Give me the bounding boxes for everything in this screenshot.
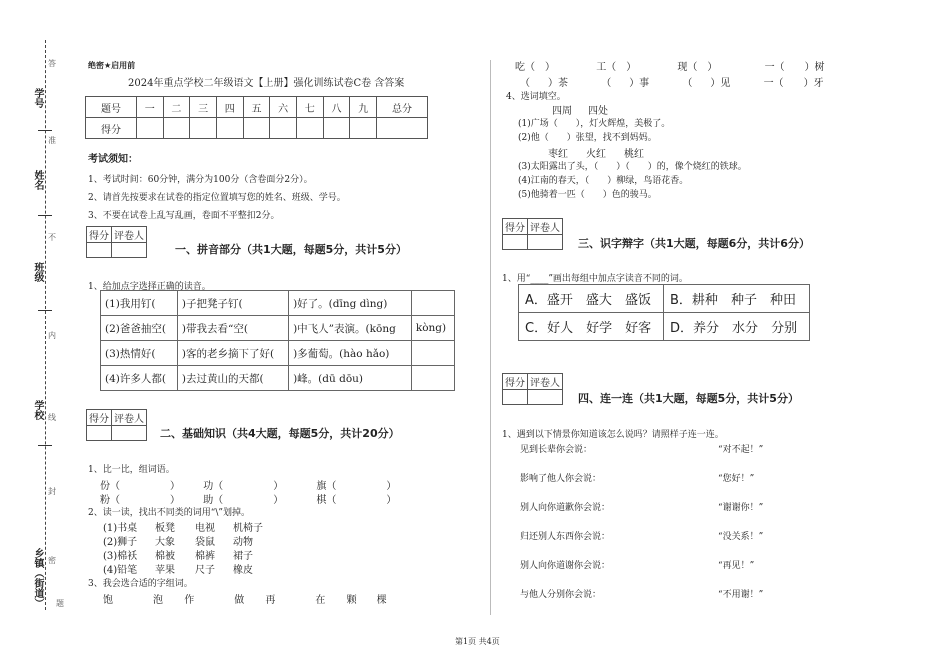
fill-item: 吃（ [515, 62, 535, 73]
option-word[interactable]: B．耕种 [670, 293, 718, 308]
fill-item: 一（ [764, 62, 785, 73]
fill-blank[interactable]: ） [707, 62, 718, 73]
compare-row [100, 477, 406, 492]
compare-blank[interactable]: ） [386, 481, 397, 492]
margin-fill-line [38, 130, 52, 131]
pinyin-row [101, 316, 455, 341]
question-text: 1、用“____”画出每组中加点字读音不同的词。 [502, 274, 688, 284]
options-row [519, 313, 810, 341]
compare-char: 功（ [203, 481, 224, 492]
fill-row [520, 74, 824, 89]
question-text: 4、选词填空。 [506, 92, 566, 102]
scorer-label: 得分 [503, 374, 528, 390]
option-word[interactable]: C．好人 [525, 321, 574, 336]
page-number: 第1页 共4页 [455, 637, 500, 646]
match-right-item[interactable]: “谢谢你！” [718, 503, 764, 513]
match-right-item[interactable]: “您好！” [718, 474, 755, 484]
binding-line [45, 40, 46, 610]
fill-blank[interactable]: ）茶 [548, 78, 568, 89]
match-left-item[interactable]: 别人向你道歉你会说： [520, 503, 611, 513]
fill-item: （ [601, 78, 612, 89]
compare-char: 棋（ [316, 495, 337, 506]
option-word[interactable]: A．盛开 [525, 293, 573, 308]
pinyin-cell: (1)我用钉( [101, 291, 178, 316]
scorer-input[interactable] [112, 243, 147, 258]
pinyin-cell: )去过黄山的天都( [177, 366, 288, 391]
pinyin-cell: kòng) [411, 316, 454, 341]
score-input-cell[interactable] [350, 118, 377, 139]
compare-blank[interactable]: ） [386, 495, 397, 506]
score-cell: 得分 [86, 118, 137, 139]
compare-char: 份（ [100, 481, 120, 492]
word-item[interactable]: 机椅子 [233, 523, 263, 534]
scorer-label: 得分 [87, 227, 112, 243]
scorer-box [86, 226, 147, 258]
pinyin-table [100, 290, 455, 391]
fill-blank[interactable]: ）树 [804, 62, 825, 73]
word-choice: 棵 [376, 595, 387, 606]
score-input-cell[interactable] [190, 118, 217, 139]
options-row [519, 285, 810, 313]
word-choice: 作 [184, 595, 195, 606]
margin-label-name: 姓名 [32, 170, 43, 190]
compare-blank[interactable]: ） [273, 495, 284, 506]
score-cell: 三 [190, 97, 217, 118]
word-item[interactable]: 尺子 [195, 565, 215, 576]
pinyin-cell: )好了。(dīng dìng) [289, 291, 412, 316]
word-choice: 在 [315, 595, 326, 606]
word-item[interactable]: 袋鼠 [195, 537, 215, 548]
word-choice: 桃红 [624, 149, 644, 160]
score-input-cell[interactable] [243, 118, 270, 139]
scorer-label: 评卷人 [528, 219, 563, 235]
fill-sentence[interactable]: (1)广场（ ），灯火辉煌，美极了。 [518, 119, 671, 129]
word-choice: 饱 [103, 595, 113, 606]
cut-mark: 线 [48, 413, 56, 422]
fill-item: 现（ [677, 62, 698, 73]
scorer-box [502, 373, 563, 405]
page-title: 2024年重点学校二年级语文【上册】强化训练试卷C卷 含答案 [128, 78, 405, 89]
score-table [85, 96, 428, 139]
score-cell: 八 [323, 97, 350, 118]
score-cell: 题号 [86, 97, 137, 118]
word-choice: 四处 [588, 106, 608, 117]
word-choice: 颗 [346, 595, 357, 606]
cut-mark: 内 [48, 331, 56, 340]
section-title: 四、连一连（共1大题，每题5分，共计5分） [578, 392, 799, 405]
score-cell: 九 [350, 97, 377, 118]
score-cell: 二 [163, 97, 190, 118]
scorer-label: 评卷人 [112, 227, 147, 243]
score-cell: 四 [216, 97, 243, 118]
word-item[interactable]: 棉被 [155, 551, 175, 562]
notice-item: 2、请首先按要求在试卷的指定位置填写您的姓名、班级、学号。 [88, 193, 346, 203]
score-table-header-row [86, 97, 428, 118]
word-item[interactable]: 苹果 [155, 565, 175, 576]
word-choice-row [103, 591, 387, 606]
score-cell: 一 [136, 97, 163, 118]
word-item[interactable]: (4)铅笔 [103, 565, 138, 576]
column-divider [490, 60, 491, 615]
option-cell[interactable] [664, 285, 810, 313]
fill-blank[interactable]: ）见 [710, 78, 731, 89]
section-title: 一、拼音部分（共1大题，每题5分，共计5分） [175, 243, 407, 256]
choice-row [552, 102, 608, 117]
fill-item: 工（ [596, 62, 617, 73]
word-item[interactable]: 裙子 [233, 551, 253, 562]
match-right-item[interactable]: “再见！” [718, 561, 755, 571]
word-choice: 四周 [552, 106, 572, 117]
word-item[interactable]: 电视 [195, 523, 215, 534]
fill-sentence[interactable]: (3)太阳露出了头，（ ）（ ）的，像个烧红的铁球。 [518, 162, 747, 172]
match-right-item[interactable]: “没关系！” [718, 532, 764, 542]
scorer-input[interactable] [503, 390, 528, 405]
word-group-row [103, 533, 253, 548]
compare-blank[interactable]: ） [170, 481, 180, 492]
pinyin-cell: (2)爸爸抽空( [101, 316, 178, 341]
fill-item: （ [520, 78, 530, 89]
word-choice: 再 [265, 595, 276, 606]
scorer-input[interactable] [112, 426, 147, 441]
fill-sentence[interactable]: (2)他（ ）张望，找不到妈妈。 [518, 133, 657, 143]
score-cell: 总分 [376, 97, 427, 118]
score-cell: 五 [243, 97, 270, 118]
option-word[interactable]: 分别 [771, 321, 798, 336]
notice-item: 1、考试时间：60分钟，满分为100分（含卷面分2分）。 [88, 175, 313, 185]
compare-blank[interactable]: ） [170, 495, 180, 506]
question-text: 1、给加点字选择正确的读音。 [88, 282, 211, 292]
compare-char: 粉（ [100, 495, 120, 506]
score-table-score-row [86, 118, 428, 139]
fill-sentence[interactable]: (4)江南的春天，（ ）柳绿，鸟语花香。 [518, 176, 689, 186]
margin-label-school: 学校 [32, 400, 43, 420]
word-item[interactable]: (1)书桌 [103, 523, 138, 534]
score-input-cell[interactable] [136, 118, 163, 139]
score-input-cell[interactable] [216, 118, 243, 139]
match-left-item[interactable]: 归还别人东西你会说： [520, 532, 611, 542]
margin-fill-line [38, 310, 52, 311]
question-text: 1、遇到以下情景你知道该怎么说吗？请照样子连一连。 [502, 430, 724, 440]
option-word[interactable]: 种子 [730, 293, 757, 308]
scorer-label: 评卷人 [112, 410, 147, 426]
score-input-cell[interactable] [323, 118, 350, 139]
match-right-item[interactable]: “不用谢！” [718, 590, 764, 600]
scorer-input[interactable] [528, 390, 563, 405]
word-item[interactable]: 橡皮 [233, 565, 253, 576]
margin-fill-line [38, 445, 52, 446]
cut-mark: 题 [56, 599, 64, 608]
word-item[interactable]: 板凳 [155, 523, 175, 534]
cut-mark: 密 [48, 556, 56, 565]
match-left-item[interactable]: 见到长辈你会说： [520, 445, 593, 455]
cut-mark: 准 [48, 136, 56, 145]
option-word[interactable]: 好客 [625, 321, 652, 336]
section-title: 二、基础知识（共4大题，每题5分，共计20分） [160, 427, 400, 440]
cut-mark: 封 [48, 487, 56, 496]
cut-mark: 不 [48, 233, 56, 242]
question-text: 3、我会选合适的字组词。 [88, 579, 193, 589]
pinyin-cell: )多葡萄。(hào hǎo) [289, 341, 412, 366]
margin-label-town: 乡镇（街道） [32, 548, 43, 608]
pinyin-cell: )峰。(dū dōu) [289, 366, 412, 391]
pinyin-cell: (4)许多人都( [101, 366, 178, 391]
scorer-input[interactable] [503, 235, 528, 250]
notice-title: 考试须知： [88, 154, 138, 165]
word-choice: 火红 [586, 149, 606, 160]
pinyin-cell [411, 366, 454, 391]
fill-blank[interactable]: ）牙 [803, 78, 824, 89]
option-cell[interactable] [664, 313, 810, 341]
option-word[interactable]: 盛大 [585, 293, 612, 308]
compare-blank[interactable]: ） [273, 481, 284, 492]
match-left-item[interactable]: 影响了他人你会说： [520, 474, 602, 484]
pinyin-cell: )带我去看“空( [177, 316, 288, 341]
scorer-label: 得分 [503, 219, 528, 235]
word-group-row [103, 519, 263, 534]
fill-blank[interactable]: ）事 [629, 78, 650, 89]
fill-blank[interactable]: ） [626, 62, 637, 73]
word-item[interactable]: (2)狮子 [103, 537, 138, 548]
option-word[interactable]: 水分 [732, 321, 759, 336]
option-word[interactable]: 盛饭 [624, 293, 651, 308]
word-item[interactable]: 大象 [155, 537, 175, 548]
score-input-cell[interactable] [163, 118, 190, 139]
scorer-label: 得分 [87, 410, 112, 426]
margin-fill-line [38, 215, 52, 216]
word-item[interactable]: 棉裤 [195, 551, 215, 562]
secret-label: 绝密★启用前 [88, 61, 136, 70]
scorer-input[interactable] [87, 426, 112, 441]
pinyin-cell: )子把凳子钉( [177, 291, 288, 316]
fill-blank[interactable]: ） [545, 62, 555, 73]
word-item[interactable]: 动物 [233, 537, 253, 548]
option-cell[interactable] [519, 313, 664, 341]
word-choice: 枣红 [548, 149, 568, 160]
cut-mark: 答 [48, 59, 56, 68]
pinyin-cell: )中飞人”表演。(kōng [289, 316, 412, 341]
score-input-cell[interactable] [296, 118, 323, 139]
question-text: 1、比一比，组词语。 [88, 465, 175, 475]
scorer-input[interactable] [528, 235, 563, 250]
scorer-label: 评卷人 [528, 374, 563, 390]
compare-row [100, 491, 406, 506]
fill-item: （ [682, 78, 693, 89]
option-cell[interactable] [519, 285, 664, 313]
score-cell: 七 [296, 97, 323, 118]
option-word[interactable]: D．养分 [670, 321, 720, 336]
pinyin-cell: (3)热情好( [101, 341, 178, 366]
fill-row [515, 58, 825, 73]
choice-row [548, 145, 644, 160]
match-right-item[interactable]: “对不起！” [718, 445, 764, 455]
score-input-cell[interactable] [270, 118, 297, 139]
word-choice: 泡 [153, 595, 163, 606]
option-word[interactable]: 种田 [769, 293, 796, 308]
word-item[interactable]: (3)棉袄 [103, 551, 138, 562]
word-group-row [103, 547, 253, 562]
pinyin-row [101, 341, 455, 366]
score-input-cell[interactable] [376, 118, 427, 139]
match-left-item[interactable]: 与他人分别你会说： [520, 590, 602, 600]
scorer-box [86, 409, 147, 441]
pinyin-row [101, 366, 455, 391]
word-choice: 做 [234, 595, 245, 606]
question-text: 2、读一读，找出不同类的词用“\”划掉。 [88, 508, 250, 518]
match-left-item[interactable]: 别人向你道谢你会说： [520, 561, 611, 571]
compare-char: 助（ [203, 495, 224, 506]
option-word[interactable]: 好学 [586, 321, 613, 336]
fill-sentence[interactable]: (5)他骑着一匹（ ）色的骏马。 [518, 190, 657, 200]
scorer-box [502, 218, 563, 250]
margin-label-student-id: 学号 [32, 88, 43, 108]
scorer-input[interactable] [87, 243, 112, 258]
section-title: 三、识字辩字（共1大题，每题6分，共计6分） [578, 237, 810, 250]
word-group-row [103, 561, 253, 576]
options-table [518, 284, 810, 341]
notice-item: 3、不要在试卷上乱写乱画，卷面不平整扣2分。 [88, 211, 280, 221]
compare-char: 旗（ [316, 481, 337, 492]
fill-item: 一（ [763, 78, 784, 89]
margin-label-class: 班级 [32, 262, 43, 282]
pinyin-row [101, 291, 455, 316]
pinyin-cell: )客的老乡摘下了好( [177, 341, 288, 366]
score-cell: 六 [270, 97, 297, 118]
pinyin-cell [411, 341, 454, 366]
pinyin-cell [411, 291, 454, 316]
